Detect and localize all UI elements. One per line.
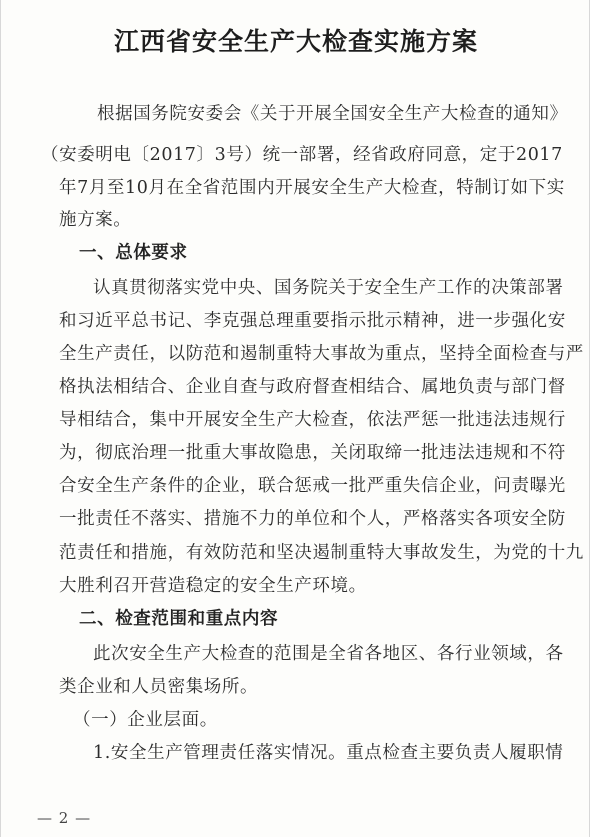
section-line: 类企业和人员密集场所。 [59, 677, 259, 697]
section-line: 一批责任不落实、措施不力的单位和个人，严格落实各项安全防 [59, 509, 566, 529]
document-title: 江西省安全生产大检查实施方案 [113, 27, 478, 56]
list-item: 1.安全生产管理责任落实情况。重点检查主要负责人履职情 [93, 743, 564, 763]
paragraph-line: 施方案。 [59, 210, 132, 230]
section-heading: 二、检查范围和重点内容 [79, 609, 279, 629]
section-line: 导相结合，集中开展安全生产大检查，依法严惩一批违法违规行 [59, 410, 566, 430]
section-line: 格执法相结合、企业自查与政府督查相结合、属地负责与部门督 [59, 377, 566, 397]
section-line: 认真贯彻落实党中央、国务院关于安全生产工作的决策部署 [93, 278, 564, 298]
section-line: 和习近平总书记、李克强总理重要指示批示精神，进一步强化安 [59, 311, 566, 331]
paragraph-line: 根据国务院安委会《关于开展全国安全生产大检查的通知》 [97, 104, 568, 124]
section-line: 大胜利召开营造稳定的安全生产环境。 [59, 576, 367, 596]
section-line: 此次安全生产大检查的范围是全省各地区、各行业领域，各 [93, 644, 564, 664]
paragraph-line: （安委明电〔2017〕3号）统一部署，经省政府同意，定于2017 [41, 145, 563, 165]
section-line: 全生产责任，以防范和遏制重特大事故为重点，坚持全面检查与严 [59, 344, 584, 364]
page-number: — 2 — [37, 809, 92, 827]
paragraph-line: 年7月至10月在全省范围内开展安全生产大检查，特制订如下实 [59, 178, 565, 198]
section-line: 合安全生产条件的企业，联合惩戒一批严重失信企业，问责曝光 [59, 476, 566, 496]
section-line: 为，彻底治理一批重大事故隐患，关闭取缔一批违法违规和不符 [59, 443, 566, 463]
section-heading: 一、总体要求 [79, 243, 188, 263]
section-line: 范责任和措施，有效防范和坚决遏制重特大事故发生，为党的十九 [59, 543, 584, 563]
subsection-heading: （一）企业层面。 [73, 710, 218, 730]
